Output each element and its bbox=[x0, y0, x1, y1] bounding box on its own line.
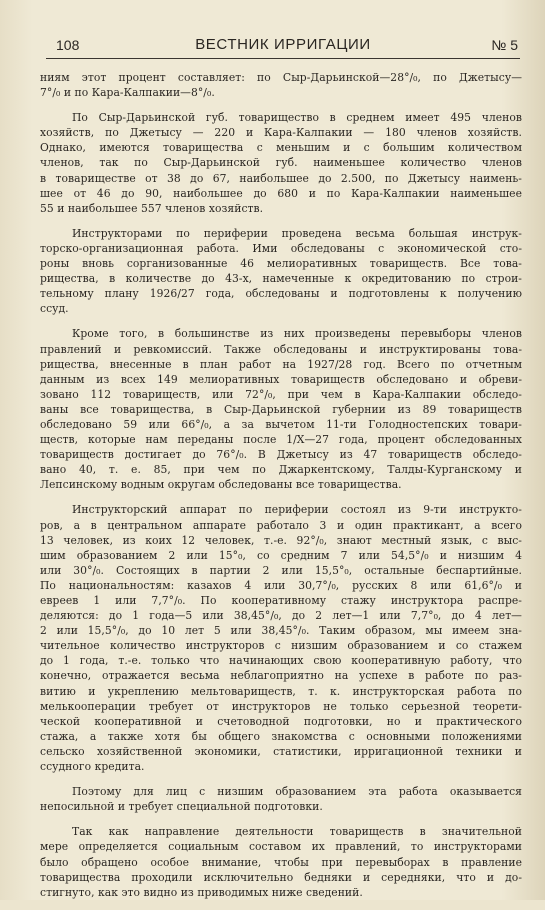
text-line: торско-организационная работа. Ими обследованы с экономической сто- bbox=[40, 241, 522, 255]
text-line: 7°/₀ и по Кара-Калпакии—8°/₀. bbox=[40, 86, 215, 100]
text-line: стигнуто, как это видно из приводимых ниже сведений. bbox=[40, 885, 363, 899]
article-body bbox=[40, 70, 522, 910]
text-line: стажа, а также хотя бы общего знакомства с основными положениями bbox=[40, 729, 522, 743]
text-line: чительное количество инструкторов с низшим образованием и со стажем bbox=[40, 639, 522, 653]
text-line: мере определяется социальным составом их правлений, то инструкторами bbox=[40, 840, 522, 854]
text-line: 13 человек, из коих 12 человек, т.-е. 92°/₀, знают местный язык, с выс- bbox=[40, 533, 522, 547]
text-line: рищества, внесенные в план работ на 1927/28 год. Всего по отчетным bbox=[40, 357, 522, 371]
text-line: ществ, которые нам переданы после 1/X—27 года, процент обследованных bbox=[40, 433, 522, 447]
text-line: Так как направление деятельности товариществ в значительной bbox=[72, 825, 522, 839]
text-line: сельско хозяйственной экономики, статистики, ирригационной техники и bbox=[40, 744, 522, 758]
journal-title: ВЕСТНИК ИРРИГАЦИИ bbox=[195, 36, 371, 53]
paragraph bbox=[40, 70, 522, 100]
text-line: витию и укреплению мельтовариществ, т. к. инструкторская работа по bbox=[40, 684, 522, 698]
text-line: ров, а в центральном аппарате работало 3 и один практикант, а всего bbox=[40, 518, 522, 532]
text-line: тельному плану 1926/27 года, обследованы и подготовлены к получению bbox=[40, 287, 522, 301]
text-line: или 30°/₀. Состоящих в партии 2 или 15,5°₀, остальные беспартийные. bbox=[40, 563, 522, 577]
text-line: роны вновь сорганизованные 46 мелиоративных товариществ. Все това- bbox=[40, 257, 522, 271]
text-line: конечно, отражается весьма неблагоприятно на успехе в работе по раз- bbox=[40, 669, 522, 683]
paragraph bbox=[40, 110, 522, 216]
text-line: товариществ достигает до 76°/₀. В Джетысу из 47 товариществ обследо- bbox=[40, 448, 522, 462]
paragraph bbox=[40, 226, 522, 317]
text-line: мелькооперации требует от инструкторов не только серьезной теорети- bbox=[40, 699, 522, 713]
text-line: правлений и ревкомиссий. Также обследованы и инструктированы това- bbox=[40, 342, 522, 356]
text-line: деляются: до 1 года—5 или 38,45°/₀, до 2 лет—1 или 7,7°₀, до 4 лет— bbox=[40, 609, 522, 623]
text-line: ческой кооперативной и счетоводной подготовки, но и практического bbox=[40, 714, 522, 728]
text-line: до 1 года, т.-е. только что начинающих свою кооперативную работу, что bbox=[40, 654, 522, 668]
text-line: обследовано 59 или 66°/₀, а за вычетом 11-ти Голодностепских товари- bbox=[40, 417, 522, 431]
paragraph bbox=[40, 824, 522, 899]
paragraph bbox=[40, 502, 522, 774]
text-line: ссуд. bbox=[40, 302, 69, 316]
text-line: 55 и наибольшее 557 членов хозяйств. bbox=[40, 201, 264, 215]
text-line: Лепсинскому водным округам обследованы все товарищества. bbox=[40, 478, 402, 492]
text-line: ниям этот процент составляет: по Сыр-Дарьинской—28°/₀, по Джетысу— bbox=[40, 71, 522, 84]
text-line: Кроме того, в большинстве из них произведены перевыборы членов bbox=[72, 327, 522, 341]
page-number: 108 bbox=[56, 37, 80, 53]
text-line: ссудного кредита. bbox=[40, 760, 145, 774]
text-line: в товариществе от 38 до 67, наибольшее до 2.500, по Джетысу наимень- bbox=[40, 171, 522, 185]
text-line: ваны все товарищества, в Сыр-Дарьинской губернии из 89 товариществ bbox=[40, 402, 522, 416]
text-line: хозяйств, по Джетысу — 220 и Кара-Калпакии — 180 членов хозяйств. bbox=[40, 126, 522, 140]
text-line: рищества, в количестве до 43-х, намеченные к окредитованию по строи- bbox=[40, 272, 522, 286]
text-line: евреев 1 или 7,7°/₀. По кооперативному стажу инструктора распре- bbox=[40, 594, 522, 607]
text-line: было обращено особое внимание, чтобы при перевыборах в правление bbox=[40, 855, 522, 869]
text-line: данным из всех 149 мелиоративных товариществ обследовано и обреви- bbox=[40, 372, 522, 386]
text-line: непосильной и требует специальной подготовки. bbox=[40, 800, 323, 814]
page-header bbox=[46, 36, 520, 59]
text-line: Инструкторами по периферии проведена весьма большая инструк- bbox=[72, 226, 522, 240]
text-line: По национальностям: казахов 4 или 30,7°/₀, русских 8 или 61,6°/₀ и bbox=[40, 578, 522, 592]
text-line: товарищества проходили исключительно бедняки и середняки, что и до- bbox=[40, 870, 522, 884]
paragraph bbox=[40, 326, 522, 492]
text-line: вано 40, т. е. 85, при чем по Джаркентскому, Талды-Курганскому и bbox=[40, 463, 522, 477]
text-line: шим образованием 2 или 15°₀, со средним 7 или 54,5°/₀ и низшим 4 bbox=[40, 548, 522, 562]
text-line: Поэтому для лиц с низшим образованием эта работа оказывается bbox=[72, 785, 522, 799]
text-line: Однако, имеются товарищества с меньшим и с большим количеством bbox=[40, 141, 522, 155]
issue-number: № 5 bbox=[491, 37, 518, 53]
text-line: членов, так по Сыр-Дарьинской губ. наименьшее количество членов bbox=[40, 156, 522, 170]
paragraph bbox=[40, 784, 522, 814]
text-line: шее от 46 до 90, наибольшее до 680 и по Кара-Калпакии наименьшее bbox=[40, 186, 522, 200]
text-line: зовано 112 товариществ, или 72°/₀, при чем в Кара-Калпакии обследо- bbox=[40, 387, 522, 401]
text-line: Инструкторский аппарат по периферии состоял из 9-ти инструкто- bbox=[72, 503, 522, 517]
text-line: 2 или 15,5°/₀, до 10 лет 5 или 38,45°/₀. Таким образом, мы имеем зна- bbox=[40, 624, 522, 638]
text-line: По Сыр-Дарьинской губ. товарищество в среднем имеет 495 членов bbox=[72, 111, 522, 125]
